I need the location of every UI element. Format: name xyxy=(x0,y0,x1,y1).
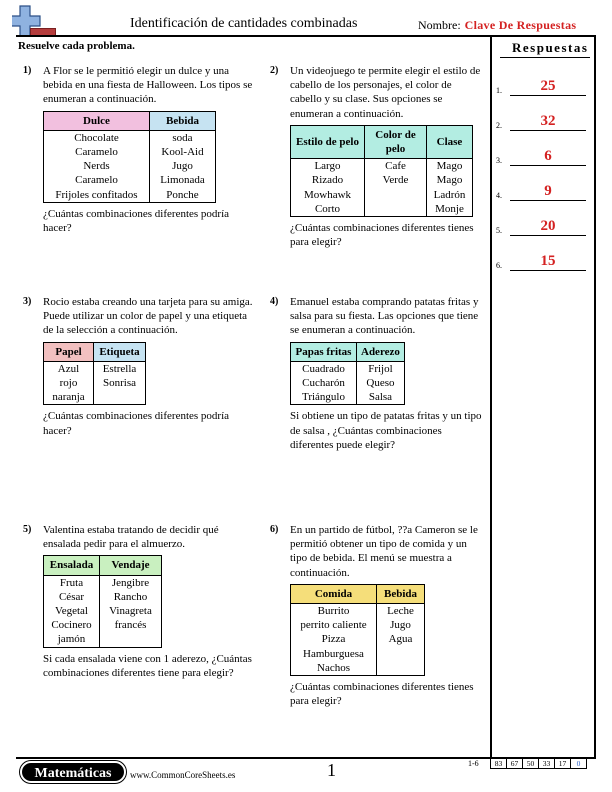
table-header: Papel xyxy=(44,342,94,361)
answer-row xyxy=(494,111,590,131)
answer-number: 2. xyxy=(496,121,502,130)
answer-value[interactable]: 25 xyxy=(540,78,556,94)
table-cell: Largo Rizado Mowhawk Corto xyxy=(291,159,365,217)
page-title: Identificación de cantidades combinadas xyxy=(130,16,358,31)
problem-text: Emanuel estaba comprando patatas fritas y salsa para su fiesta. Las opciones que tiene se enumeran a continuación. xyxy=(290,296,479,337)
options-table xyxy=(290,342,405,406)
table-header: Bebida xyxy=(150,111,216,130)
header-divider xyxy=(16,35,596,37)
answer-line xyxy=(510,270,586,271)
problem-3 xyxy=(23,295,253,438)
answer-number: 1. xyxy=(496,86,502,95)
problem-question: ¿Cuántas combinaciones diferentes tienes para elegir? xyxy=(290,222,474,249)
answers-heading: Respuestas xyxy=(512,40,589,55)
answer-row xyxy=(494,216,590,236)
problem-number: 3) xyxy=(23,296,32,307)
answer-value[interactable]: 20 xyxy=(540,218,556,234)
name-field xyxy=(418,18,576,33)
answer-line xyxy=(510,235,586,236)
subject-badge: Matemáticas xyxy=(20,761,126,783)
problem-2 xyxy=(270,64,485,249)
answers-heading-underline xyxy=(500,57,590,58)
table-header: Papas fritas xyxy=(291,342,357,361)
page-number: 1 xyxy=(327,760,336,780)
answer-column-border-right xyxy=(594,37,596,757)
answer-row xyxy=(494,181,590,201)
problem-question: ¿Cuántas combinaciones diferentes podría hacer? xyxy=(43,410,230,437)
table-cell: soda Kool-Aid Jugo Limonada Ponche xyxy=(150,130,216,202)
table-cell: Cuadrado Cucharón Triángulo xyxy=(291,361,357,405)
table-header: Bebida xyxy=(377,584,425,603)
problem-number: 2) xyxy=(270,65,279,76)
answer-value[interactable]: 15 xyxy=(540,253,556,269)
logo-icon xyxy=(12,4,56,38)
answer-number: 3. xyxy=(496,156,502,165)
answer-row xyxy=(494,146,590,166)
table-cell: Azul rojo naranja xyxy=(44,361,94,405)
table-cell: Fruta César Vegetal Cocinero jamón xyxy=(44,575,100,647)
problem-text: En un partido de fútbol, ??a Cameron se le permitió obtener un tipo de comida y un tipo de bebida. El menú se muestra a continuación. xyxy=(290,524,478,579)
score-cell: 0 xyxy=(570,758,587,769)
answer-value[interactable]: 32 xyxy=(540,113,556,129)
score-cell: 67 xyxy=(506,758,523,769)
options-table xyxy=(43,342,146,406)
options-table xyxy=(290,125,473,217)
table-header: Aderezo xyxy=(357,342,405,361)
problem-question: ¿Cuántas combinaciones diferentes podría hacer? xyxy=(43,207,230,235)
problem-text: Rocio estaba creando una tarjeta para su amiga. Puede utilizar un color de papel y una etiqueta de la selección a continuación. xyxy=(43,296,253,337)
problem-5 xyxy=(23,523,253,680)
problem-text: A Flor se le permitió elegir un dulce y una bebida en una fiesta de Halloween. Los tipos se enumeran a continuación. xyxy=(43,65,253,106)
problem-text: Un videojuego te permite elegir el estilo de cabello de los personajes, el color de cabello y su clase. Sus opciones se enumeran a continuación. xyxy=(290,65,481,120)
answer-number: 6. xyxy=(496,261,502,270)
table-cell: Leche Jugo Agua xyxy=(377,604,425,676)
problem-number: 6) xyxy=(270,524,279,535)
table-cell: Frijol Queso Salsa xyxy=(357,361,405,405)
site-link[interactable]: www.CommonCoreSheets.es xyxy=(130,770,236,780)
table-header: Vendaje xyxy=(100,556,162,575)
answer-line xyxy=(510,95,586,96)
problem-6 xyxy=(270,523,485,708)
problem-question: Si obtiene un tipo de patatas fritas y un tipo de salsa , ¿Cuántas combinaciones diferentes puede elegir? xyxy=(290,410,482,451)
table-header: Comida xyxy=(291,584,377,603)
table-cell: Burrito perrito caliente Pizza Hamburguesa Nachos xyxy=(291,604,377,676)
table-header: Estilo de pelo xyxy=(291,125,365,158)
answer-line xyxy=(510,200,586,201)
answer-number: 5. xyxy=(496,226,502,235)
table-cell: Cafe Verde xyxy=(365,159,427,217)
answer-line xyxy=(510,130,586,131)
options-table xyxy=(43,555,162,647)
problem-number: 5) xyxy=(23,524,32,535)
problem-1 xyxy=(23,64,253,235)
score-range: 1-6 xyxy=(468,759,479,768)
problem-question: ¿Cuántas combinaciones diferentes tienes para elegir? xyxy=(290,681,474,708)
score-cell: 17 xyxy=(554,758,571,769)
table-cell: Estrella Sonrisa xyxy=(94,361,146,405)
table-cell: Mago Mago Ladrón Monje xyxy=(427,159,473,217)
score-table xyxy=(491,758,587,769)
score-cell: 83 xyxy=(490,758,507,769)
score-cell: 33 xyxy=(538,758,555,769)
table-header: Ensalada xyxy=(44,556,100,575)
problem-text: Valentina estaba tratando de decidir qué ensalada pedir para el almuerzo. xyxy=(43,524,219,551)
answer-line xyxy=(510,165,586,166)
problem-question: Si cada ensalada viene con 1 aderezo, ¿Cuántas combinaciones diferentes tiene para elegir? xyxy=(43,652,252,679)
table-cell: Chocolate Caramelo Nerds Caramelo Frijoles confitados xyxy=(44,130,150,202)
table-cell: Jengibre Rancho Vinagreta francés xyxy=(100,575,162,647)
name-label: Nombre: xyxy=(418,18,461,32)
options-table xyxy=(43,111,216,203)
problem-4 xyxy=(270,295,485,452)
problem-number: 1) xyxy=(23,65,32,76)
table-header: Clase xyxy=(427,125,473,158)
problem-number: 4) xyxy=(270,296,279,307)
answer-number: 4. xyxy=(496,191,502,200)
answer-value[interactable]: 6 xyxy=(544,148,552,164)
answer-value[interactable]: 9 xyxy=(544,183,552,199)
score-cell: 50 xyxy=(522,758,539,769)
options-table xyxy=(290,584,425,676)
table-header: Color de pelo xyxy=(365,125,427,158)
table-header: Etiqueta xyxy=(94,342,146,361)
name-value: Clave De Respuestas xyxy=(464,18,577,32)
instructions: Resuelve cada problema. xyxy=(18,40,135,52)
answer-row xyxy=(494,76,590,96)
table-header: Dulce xyxy=(44,111,150,130)
answer-column-border-left xyxy=(490,37,492,757)
answer-row xyxy=(494,251,590,271)
